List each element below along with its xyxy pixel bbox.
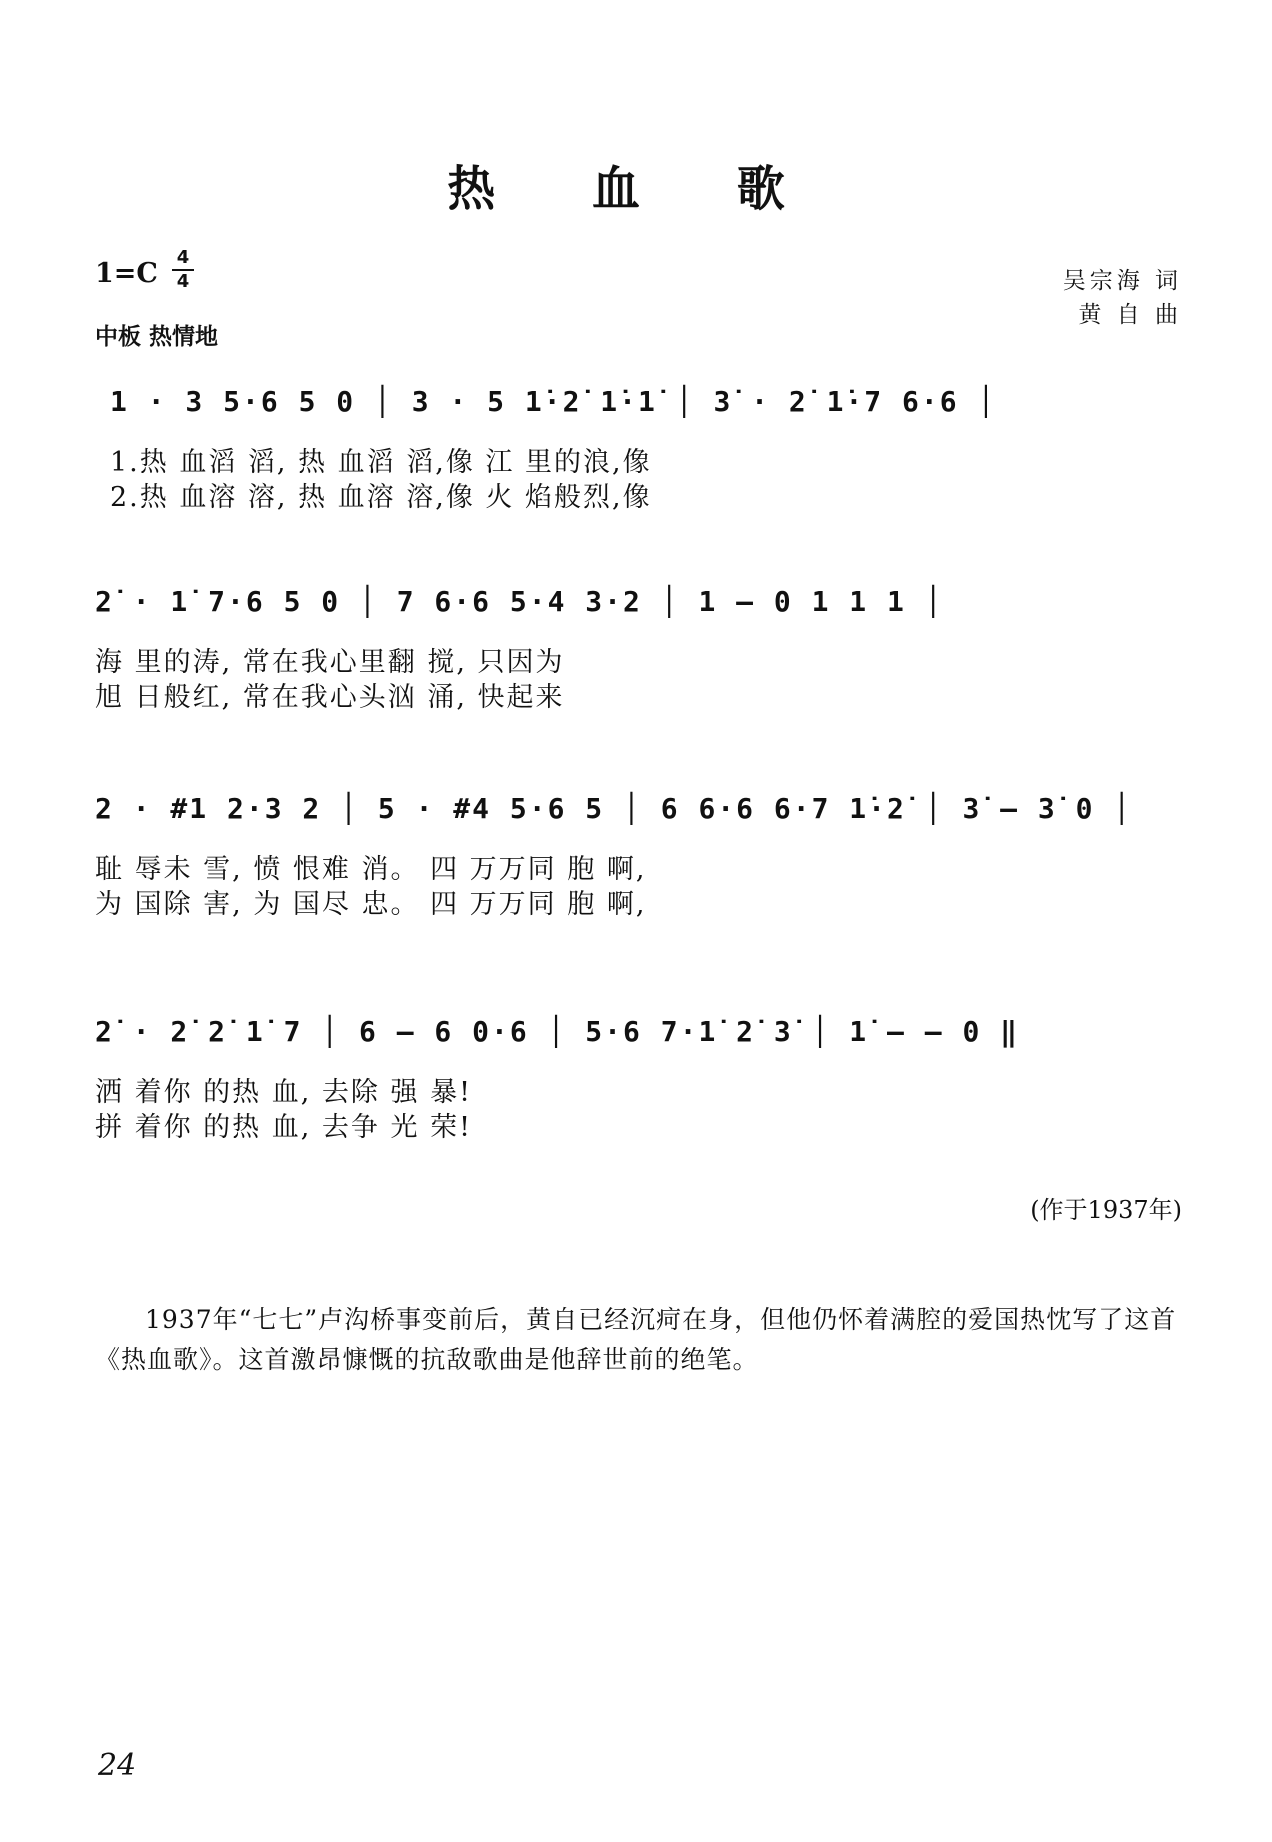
composition-date: (作于1937年): [1030, 1196, 1182, 1224]
system-2-notes: 2̇ · 1̇ 7·6 5 0 │ 7 6·6 5·4 3·2 │ 1 – 0 1 1 1 │: [95, 585, 944, 618]
system-1-notes: 1 · 3 5·6 5 0 │ 3 · 5 1̇·2̇ 1̇·1̇ │ 3̇ · 2̇ 1̇·7 6·6 │: [110, 385, 997, 418]
time-signature-top: 4: [176, 247, 190, 268]
note-paragraph: 1937年“七七”卢沟桥事变前后，黄自已经沉疴在身，但他仍怀着满腔的爱国热忱写了这首《热血歌》。这首激昂慷慨的抗敌歌曲是他辞世前的绝笔。: [95, 1305, 1177, 1374]
system-3-verse-1: 耻 辱未 雪, 愤 恨难 消。 四 万万同 胞 啊,: [95, 854, 647, 885]
system-2-verse-1: 海 里的涛, 常在我心里翻 搅, 只因为: [95, 647, 565, 678]
system-4-verse-2: 拼 着你 的热 血, 去争 光 荣!: [95, 1112, 472, 1143]
time-signature-bottom: 4: [176, 271, 190, 292]
system-4-verse-1: 洒 着你 的热 血, 去除 强 暴!: [95, 1077, 472, 1108]
system-1-verse-1: 1.热 血滔 滔, 热 血滔 滔,像 江 里的浪,像: [110, 447, 652, 478]
system-3-notes: 2 · #1 2·3 2 │ 5 · #4 5·6 5 │ 6 6·6 6·7 1̇·2̇ │ 3̇ – 3̇ 0 │: [95, 792, 1133, 825]
page-number: 24: [98, 1748, 137, 1783]
key-signature: 1=C: [95, 258, 158, 289]
tempo-marking: 中板 热情地: [95, 324, 219, 350]
system-4-notes: 2̇ · 2̇ 2̇ 1̇ 7 │ 6 – 6 0·6 │ 5·6 7·1̇ 2̇ 3̇ │ 1̇ – – 0 ‖: [95, 1015, 1020, 1048]
system-2-verse-2: 旭 日般红, 常在我心头汹 涌, 快起来: [95, 682, 565, 713]
composer-credit: 黄 自 曲: [1078, 302, 1182, 328]
system-1-verse-2: 2.热 血溶 溶, 热 血溶 溶,像 火 焰般烈,像: [110, 482, 652, 513]
time-signature: [172, 248, 194, 292]
system-3-verse-2: 为 国除 害, 为 国尽 忠。 四 万万同 胞 啊,: [95, 889, 647, 920]
song-title: 热 血 歌: [447, 161, 825, 217]
lyricist-credit: 吴宗海 词: [1062, 268, 1182, 294]
